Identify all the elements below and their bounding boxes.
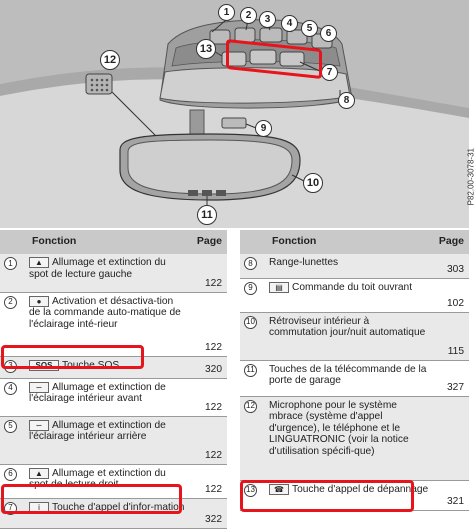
table-row — [240, 480, 469, 510]
row-number: 4 — [4, 382, 17, 395]
table-row — [0, 416, 227, 464]
callout-8: 8 — [338, 92, 355, 109]
row-page: 122 — [192, 292, 227, 356]
row-number: 13 — [244, 484, 257, 497]
figure-code: P82.00-3078-31 — [466, 148, 475, 206]
auto-light-icon: ● — [29, 296, 49, 307]
row-number: 9 — [244, 282, 257, 295]
header-fonction: Fonction — [27, 230, 192, 254]
row-page: 322 — [192, 498, 227, 528]
callout-7: 7 — [321, 64, 338, 81]
row-text: Allumage et extinction du spot de lecture gauche — [29, 257, 166, 280]
row-number: 7 — [4, 502, 17, 515]
row-text: Touche d'appel d'infor-mation — [52, 501, 185, 513]
table-row — [0, 254, 227, 292]
row-number: 6 — [4, 468, 17, 481]
row-page: 320 — [192, 356, 227, 378]
row-page: 303 — [434, 254, 469, 278]
row-page: 321 — [434, 480, 469, 510]
row-text: Touches de la télécommande de la porte de garage — [267, 360, 434, 396]
table-header-row — [240, 230, 469, 254]
callout-6: 6 — [320, 25, 337, 42]
row-number: 3 — [4, 360, 17, 373]
row-text: Touche SOS — [62, 359, 120, 371]
callout-9: 9 — [255, 120, 272, 137]
table-row — [0, 464, 227, 498]
callout-2: 2 — [240, 7, 257, 24]
row-page — [434, 396, 469, 480]
header-page: Page — [192, 230, 227, 254]
sos-icon: SOS — [29, 360, 59, 371]
function-table-right — [240, 230, 469, 511]
header-fonction: Fonction — [267, 230, 434, 254]
front-light-icon: ∽ — [29, 382, 49, 393]
header-page: Page — [434, 230, 469, 254]
table-row — [0, 498, 227, 528]
row-number: 1 — [4, 257, 17, 270]
function-table-left — [0, 230, 227, 529]
callout-12: 12 — [100, 50, 120, 70]
row-text: Microphone pour le système mbrace (système d'appel d'urgence), le téléphone et le LINGUATRONIC (voir la notice d'utilisation spécifi-que) — [267, 396, 434, 480]
table-row — [240, 360, 469, 396]
console-drawing — [0, 0, 469, 228]
table-header-row — [0, 230, 227, 254]
breakdown-call-icon: ☎ — [269, 484, 289, 495]
callout-10: 10 — [303, 173, 323, 193]
table-row — [240, 396, 469, 480]
reading-lamp-right-icon: ▲ — [29, 468, 49, 479]
table-row — [0, 378, 227, 416]
row-page: 122 — [192, 254, 227, 292]
row-page: 102 — [434, 278, 469, 312]
row-number: 5 — [4, 420, 17, 433]
row-text: Touche d'appel de dépannage — [292, 483, 429, 495]
callout-3: 3 — [259, 11, 276, 28]
row-page: 122 — [192, 416, 227, 464]
callout-5: 5 — [301, 20, 318, 37]
row-text: Rétroviseur intérieur à commutation jour/nuit automatique — [267, 312, 434, 360]
row-page: 115 — [434, 312, 469, 360]
row-text: Commande du toit ouvrant — [292, 281, 413, 293]
callout-11: 11 — [197, 205, 217, 225]
row-page: 122 — [192, 464, 227, 498]
table-row — [240, 278, 469, 312]
callout-1: 1 — [218, 4, 235, 21]
row-text: Range-lunettes — [267, 254, 434, 278]
rear-light-icon: ∽ — [29, 420, 49, 431]
overhead-console-illustration — [0, 0, 475, 228]
row-text: Activation et désactiva-tion de la commande auto-matique de l'éclairage inté-rieur — [29, 295, 181, 330]
row-page: 122 — [192, 378, 227, 416]
row-number: 8 — [244, 257, 257, 270]
reading-lamp-left-icon: ▲ — [29, 257, 49, 268]
table-row — [240, 254, 469, 278]
info-call-icon: i — [29, 502, 49, 513]
row-text: Allumage et extinction de l'éclairage intérieur arrière — [29, 419, 166, 443]
row-text: Allumage et extinction de l'éclairage intérieur avant — [29, 381, 166, 405]
row-number: 11 — [244, 364, 257, 377]
sunroof-icon: ▤ — [269, 282, 289, 293]
table-row — [0, 356, 227, 378]
row-text: Allumage et extinction du spot de lecture droit — [29, 467, 166, 491]
row-number: 2 — [4, 296, 17, 309]
row-page: 327 — [434, 360, 469, 396]
row-number: 12 — [244, 400, 257, 413]
table-row — [240, 312, 469, 360]
callout-4: 4 — [281, 15, 298, 32]
row-number: 10 — [244, 316, 257, 329]
callout-13: 13 — [196, 39, 216, 59]
table-row — [0, 292, 227, 356]
